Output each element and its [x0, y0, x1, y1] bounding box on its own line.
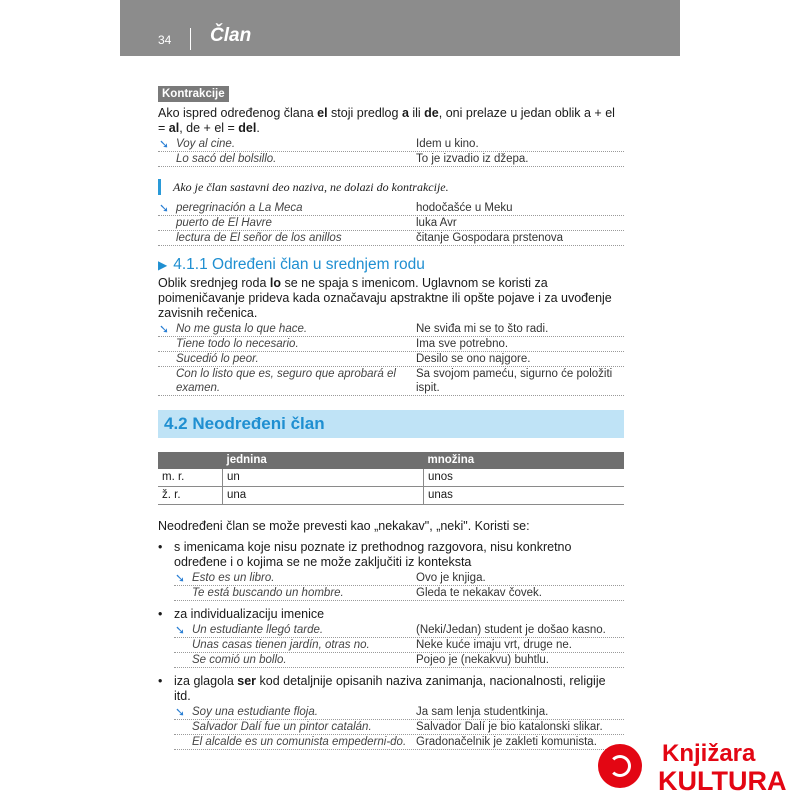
example-row: No me gusta lo que hace. Ne sviđa mi se to što radi. [158, 322, 624, 337]
example-block [158, 322, 624, 396]
bullet-icon: • [158, 607, 163, 621]
example-block [174, 571, 624, 601]
section-411-text: Oblik srednjeg roda lo se ne spaja s imenicom. Uglavnom se koristi za poimeničavanje prideva kada označavaju apstraktne ili opšte pojave i za uvođenje zavisnih rečenica. [158, 276, 612, 320]
arrow-icon: ➘ [159, 201, 170, 215]
article-table [158, 452, 624, 505]
example-block [158, 137, 624, 167]
table-row: m. r. un unos [158, 469, 624, 487]
logo-line-1: Knjižara [662, 740, 756, 767]
bullet-item: • za individualizaciju imenice ➘ Un estudiante llegó tarde. (Neki/Jedan) student je došao kasno. Unas casas tienen jardín, otras no. Neke kuće imaju vrt, druge ne. Se comió un bollo. Pojeo je (nekakvu) buhtlu. [158, 607, 624, 668]
example-row: Esto es un libro. Ovo je knjiga. [174, 571, 624, 586]
example-block [158, 201, 624, 246]
logo-mark-icon [598, 744, 642, 788]
example-row: Voy al cine. Idem u kino. [158, 137, 624, 152]
kontrakcije-tag: Kontrakcije [158, 86, 229, 102]
subsection-heading: ▶ 4.1.1 Određeni član u srednjem rodu [158, 256, 425, 273]
example-row: Unas casas tienen jardín, otras no. Neke kuće imaju vrt, druge ne. [174, 638, 624, 653]
example-row: El alcalde es un comunista empederni-do. Gradonačelnik je zakleti komunista. [174, 735, 624, 750]
page-content [158, 86, 624, 750]
example-row: Tiene todo lo necesario. Ima sve potrebno. [158, 337, 624, 352]
triangle-icon: ▶ [158, 258, 168, 272]
example-row: lectura de El señor de los anillos čitanje Gospodara prstenova [158, 231, 624, 246]
section-42-intro: Neodređeni član se može prevesti kao „nekakav", „neki". Koristi se: [158, 519, 530, 533]
page-number: 34 [158, 33, 172, 47]
example-row: peregrinación a La Meca hodočašće u Meku [158, 201, 624, 216]
example-row: Salvador Dalí fue un pintor catalán. Salvador Dalí je bio katalonski slikar. [174, 720, 624, 735]
example-row: Soy una estudiante floja. Ja sam lenja studentkinja. [174, 705, 624, 720]
table-header-row: jednina množina [158, 452, 624, 469]
example-row: puerto de El Havre luka Avr [158, 216, 624, 231]
example-row: Te está buscando un hombre. Gleda te nekakav čovek. [174, 586, 624, 601]
example-row: Un estudiante llegó tarde. (Neki/Jedan) student je došao kasno. [174, 623, 624, 638]
example-block [174, 705, 624, 750]
store-logo [598, 738, 800, 800]
kontrakcije-intro: Ako ispred određenog člana el stoji predlog a ili de, oni prelaze u jedan oblik a + el = al, de + el = del. [158, 106, 615, 135]
example-row: Lo sacó del bolsillo. To je izvadio iz džepa. [158, 152, 624, 167]
example-row: Con lo listo que es, seguro que aprobará el examen. Sa svojom pameću, sigurno će položiti ispit. [158, 367, 624, 396]
bullet-icon: • [158, 540, 163, 554]
header-divider [190, 28, 191, 50]
bullet-icon: • [158, 674, 163, 688]
section-heading: 4.2 Neodređeni član [158, 410, 624, 438]
arrow-icon: ➘ [175, 623, 186, 637]
chapter-title: Član [210, 25, 252, 46]
bullet-item: • s imenicama koje nisu poznate iz prethodnog razgovora, nisu konkretno određene i o kojima se ne može zaključiti iz konteksta ➘ Esto es un libro. Ovo je knjiga. Te está buscando un hombre. Gleda te nekakav čovek. [158, 540, 624, 601]
arrow-icon: ➘ [159, 137, 170, 151]
bullet-item: • iza glagola ser kod detaljnije opisanih naziva zanimanja, nacionalnosti, religije itd. ➘ Soy una estudiante floja. Ja sam lenja studentkinja. Salvador Dalí fue un pintor catalán. Salvador Dalí je bio katalonski slikar. El alcalde es un comunista empederni-do. Gradonačelnik je zakleti komunista. [158, 674, 624, 750]
arrow-icon: ➘ [175, 705, 186, 719]
example-block [174, 623, 624, 668]
example-row: Se comió un bollo. Pojeo je (nekakvu) buhtlu. [174, 653, 624, 668]
example-row: Sucedió lo peor. Desilo se ono najgore. [158, 352, 624, 367]
arrow-icon: ➘ [159, 322, 170, 336]
note-callout: Ako je član sastavni deo naziva, ne dolazi do kontrakcije. [158, 179, 624, 195]
page-header [120, 0, 680, 56]
table-row: ž. r. una unas [158, 487, 624, 505]
logo-line-2: KULTURA [658, 766, 787, 796]
arrow-icon: ➘ [175, 571, 186, 585]
